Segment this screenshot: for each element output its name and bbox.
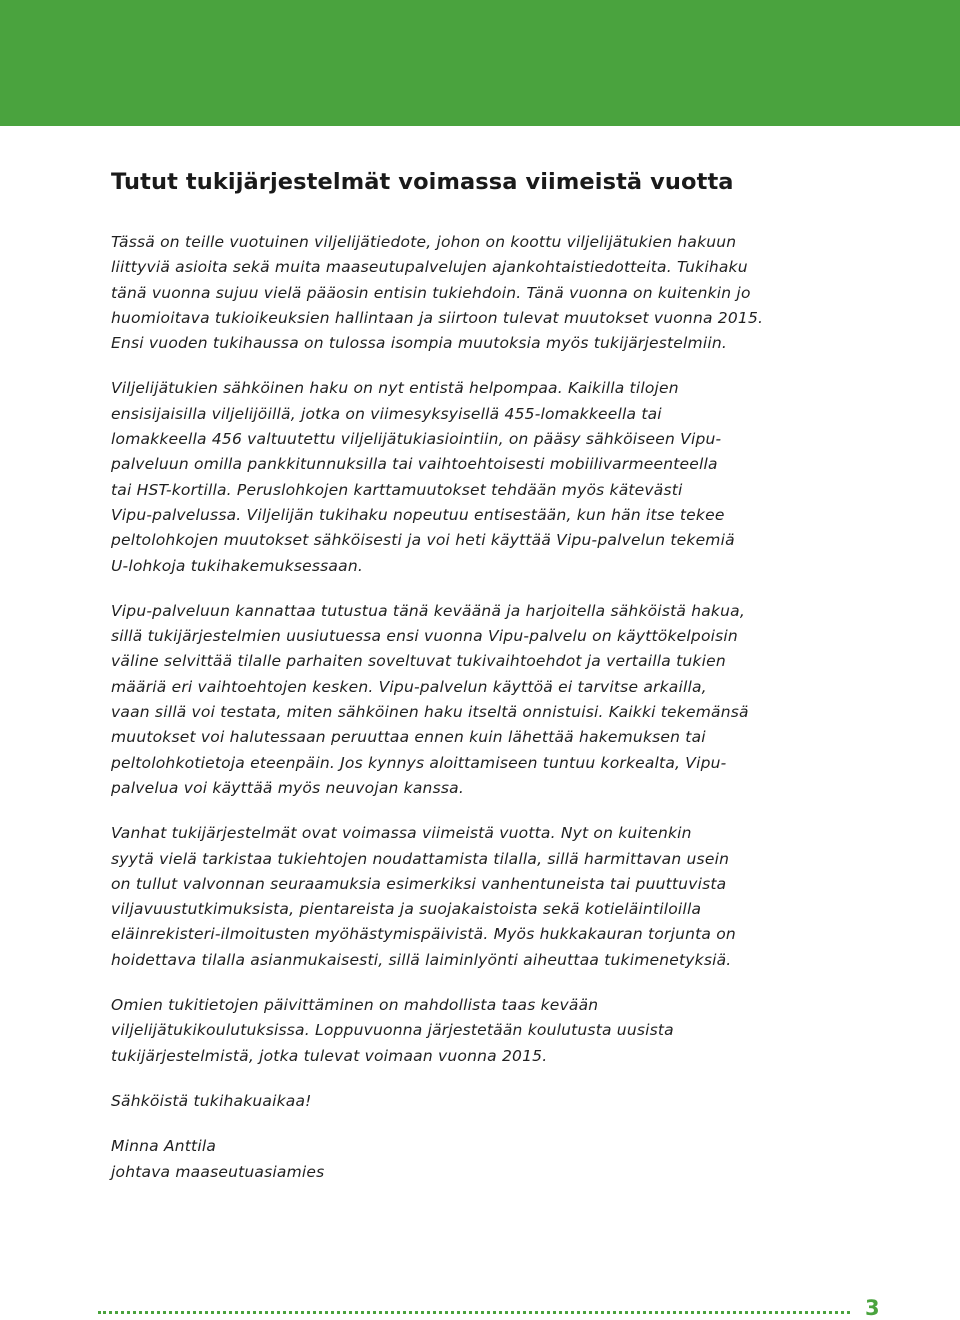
text-line: tänä vuonna sujuu vielä pääosin entisin tukiehdoin. Tänä vuonna on kuitenkin jo bbox=[111, 283, 751, 302]
text-line: Vipu-palvelussa. Viljelijän tukihaku nopeutuu entisestään, kun hän itse tekee bbox=[111, 505, 725, 524]
page-title: Tutut tukijärjestelmät voimassa viimeistä vuotta bbox=[111, 169, 734, 195]
text-line: ensisijaisilla viljelijöillä, jotka on viimesyksyisellä 455-lomakkeella tai bbox=[111, 404, 662, 423]
text-line: huomioitava tukioikeuksien hallintaan ja siirtoon tulevat muutokset vuonna 2015. bbox=[111, 308, 764, 327]
text-line: väline selvittää tilalle parhaiten soveltuvat tukivaihtoehdot ja vertailla tukien bbox=[111, 652, 726, 671]
paragraph-electronic-application bbox=[111, 376, 811, 578]
paragraph-intro bbox=[111, 230, 811, 356]
document-body bbox=[111, 164, 811, 1205]
text-line: lomakkeella 456 valtuutettu viljelijätukiasiointiin, on pääsy sähköiseen Vipu- bbox=[111, 430, 722, 449]
signature-role: johtava maaseutuasiamies bbox=[111, 1162, 325, 1181]
text-line: tukijärjestelmistä, jotka tulevat voimaan vuonna 2015. bbox=[111, 1046, 548, 1065]
signature-block bbox=[111, 1134, 811, 1185]
text-line: tai HST-kortilla. Peruslohkojen karttamuutokset tehdään myös kätevästi bbox=[111, 480, 683, 499]
text-line: sillä tukijärjestelmien uusiutuessa ensi vuonna Vipu-palvelu on käyttökelpoisin bbox=[111, 627, 738, 646]
text-line: Viljelijätukien sähköinen haku on nyt entistä helpompaa. Kaikilla tilojen bbox=[111, 379, 679, 398]
text-line: peltolohkojen muutokset sähköisesti ja voi heti käyttää Vipu-palvelun tekemiä bbox=[111, 531, 735, 550]
paragraph-old-systems bbox=[111, 821, 811, 973]
header-color-band bbox=[0, 0, 960, 126]
text-line: Omien tukitietojen päivittäminen on mahdollista taas kevään bbox=[111, 996, 599, 1015]
text-line: palvelua voi käyttää myös neuvojan kanssa. bbox=[111, 778, 464, 797]
text-line: Ensi vuoden tukihaussa on tulossa isompia muutoksia myös tukijärjestelmiin. bbox=[111, 334, 727, 353]
text-line: Vanhat tukijärjestelmät ovat voimassa viimeistä vuotta. Nyt on kuitenkin bbox=[111, 824, 692, 843]
paragraph-vipu-service bbox=[111, 599, 811, 801]
text-line: U-lohkoja tukihakemuksessaan. bbox=[111, 556, 363, 575]
text-line: määriä eri vaihtoehtojen kesken. Vipu-palvelun käyttöä ei tarvitse arkailla, bbox=[111, 677, 707, 696]
page-number: 3 bbox=[865, 1296, 880, 1320]
text-line: Vipu-palveluun kannattaa tutustua tänä keväänä ja harjoitella sähköistä hakua, bbox=[111, 601, 745, 620]
text-line: eläinrekisteri-ilmoitusten myöhästymispäivistä. Myös hukkakauran torjunta on bbox=[111, 925, 736, 944]
text-line: syytä vielä tarkistaa tukiehtojen noudattamista tilalla, sillä harmittavan usein bbox=[111, 849, 730, 868]
paragraph-closing bbox=[111, 1089, 811, 1114]
text-line: viljavuustutkimuksista, pientareista ja suojakaistoista sekä kotieläintiloilla bbox=[111, 900, 702, 919]
text-line: peltolohkotietoja eteenpäin. Jos kynnys aloittamiseen tuntuu korkealta, Vipu- bbox=[111, 753, 727, 772]
footer-dotted-rule bbox=[98, 1311, 850, 1314]
text-line: palveluun omilla pankkitunnuksilla tai vaihtoehtoisesti mobiilivarmeenteella bbox=[111, 455, 718, 474]
text-line: liittyviä asioita sekä muita maaseutupalvelujen ajankohtaistiedotteita. Tukihaku bbox=[111, 258, 748, 277]
text-line: Tässä on teille vuotuinen viljelijätiedote, johon on koottu viljelijätukien hakuun bbox=[111, 233, 737, 251]
text-line: hoidettava tilalla asianmukaisesti, sillä laiminlyönti aiheuttaa tukimenetyksiä. bbox=[111, 950, 732, 969]
paragraph-training bbox=[111, 993, 811, 1069]
signature-name: Minna Anttila bbox=[111, 1137, 217, 1156]
text-line: on tullut valvonnan seuraamuksia esimerkiksi vanhentuneista tai puuttuvista bbox=[111, 874, 727, 893]
text-line: muutokset voi halutessaan peruuttaa ennen kuin lähettää hakemuksen tai bbox=[111, 728, 706, 747]
text-line: vaan sillä voi testata, miten sähköinen haku itseltä onnistuisi. Kaikki tekemänsä bbox=[111, 703, 749, 722]
text-line: Sähköistä tukihakuaikaa! bbox=[111, 1091, 312, 1110]
text-line: viljelijätukikoulutuksissa. Loppuvuonna järjestetään koulutusta uusista bbox=[111, 1021, 674, 1040]
